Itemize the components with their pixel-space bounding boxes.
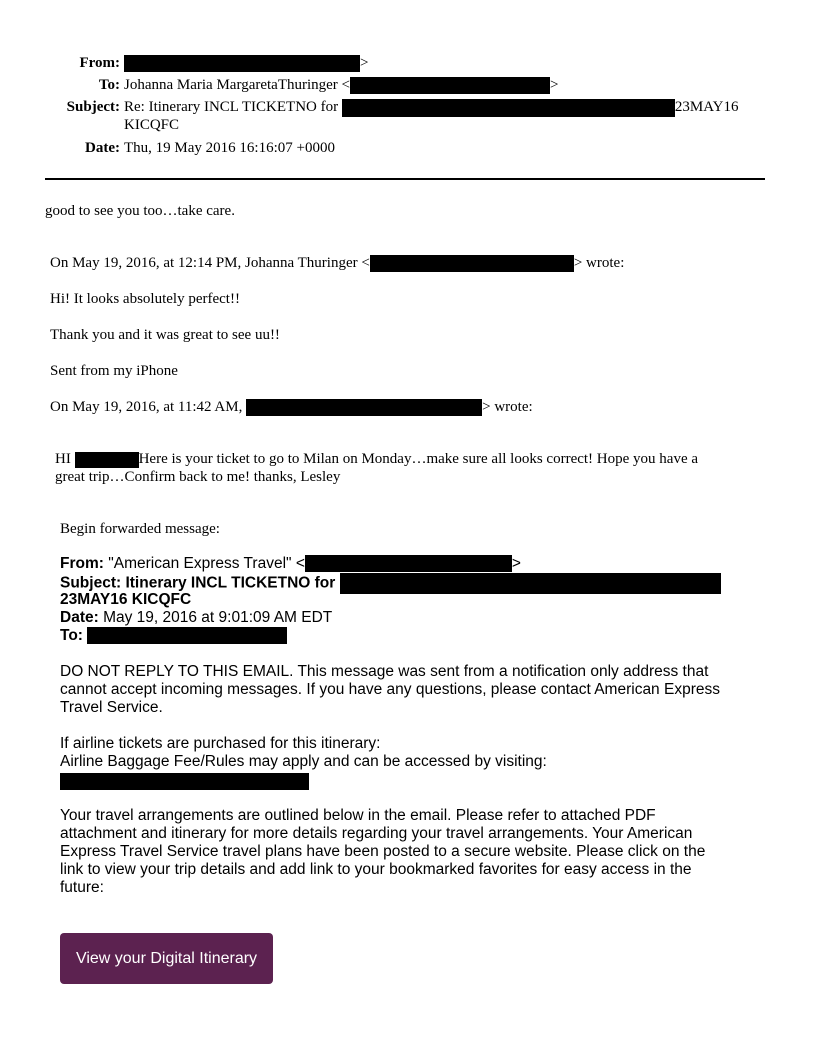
redacted-fwd-from-address (305, 555, 512, 572)
redacted-to-address (350, 77, 550, 94)
quote1-line1: Hi! It looks absolutely perfect!! (50, 291, 240, 307)
quote1-intro: On May 19, 2016, at 12:14 PM, Johanna Thuringer < > wrote: (50, 255, 625, 271)
fwd-to-row: To: (60, 627, 287, 645)
subject-suffix: 23MAY16 (674, 99, 739, 115)
from-label: From: (79, 55, 120, 71)
quote1-line2: Thank you and it was great to see uu!! (50, 327, 280, 343)
quote2-line1: HI Here is your ticket to go to Milan on Monday…make sure all looks correct! Hope you have a (55, 451, 699, 467)
itinerary-line4: link to view your trip details and add link to your bookmarked favorites for easy access in the (60, 861, 692, 878)
subject-label: Subject: (66, 99, 120, 115)
quote1-signature: Sent from my iPhone (50, 363, 178, 379)
baggage-line2: Airline Baggage Fee/Rules may apply and can be accessed by visiting: (60, 753, 547, 770)
view-digital-itinerary-button[interactable]: View your Digital Itinerary (60, 933, 273, 984)
fwd-from-label: From: (60, 555, 104, 572)
subject-prefix: Re: Itinerary INCL TICKETNO for (124, 99, 339, 115)
forwarded-label: Begin forwarded message: (60, 521, 220, 537)
itinerary-line3: Express Travel Service travel plans have been posted to a secure website. Please click on the (60, 843, 706, 860)
fwd-subject-line2: 23MAY16 KICQFC (60, 591, 192, 608)
fwd-from-row: From: "American Express Travel" < > (60, 555, 521, 572)
fwd-date-row: Date: May 19, 2016 at 9:01:09 AM EDT (60, 609, 333, 626)
fwd-subject-row: Subject: Itinerary INCL TICKETNO for (60, 573, 721, 594)
redacted-quote2-sender (246, 399, 482, 416)
redacted-subject-name (342, 99, 675, 117)
to-suffix: > (550, 77, 559, 93)
fwd-from-value: "American Express Travel" < (108, 555, 305, 572)
notice-line1: DO NOT REPLY TO THIS EMAIL. This message was sent from a notification only address that (60, 663, 709, 680)
date-value: Thu, 19 May 2016 16:16:07 +0000 (124, 140, 335, 156)
itinerary-line5: future: (60, 879, 104, 896)
header-divider (45, 178, 765, 180)
itinerary-line2: attachment and itinerary for more details regarding your travel arrangements. Your American (60, 825, 693, 842)
redacted-fwd-to-address (87, 627, 287, 644)
redacted-from-address (124, 55, 360, 72)
itinerary-line1: Your travel arrangements are outlined below in the email. Please refer to attached PDF (60, 807, 656, 824)
date-label: Date: (85, 140, 120, 156)
to-name: Johanna Maria MargaretaThuringer < (124, 77, 351, 93)
notice-line2: cannot accept incoming messages. If you have any questions, please contact American Express (60, 681, 720, 698)
reply-text: good to see you too…take care. (45, 203, 235, 219)
redacted-recipient-name (75, 452, 139, 468)
to-label: To: (98, 77, 120, 93)
quote2-intro: On May 19, 2016, at 11:42 AM, > wrote: (50, 399, 533, 415)
subject-line2: KICQFC (124, 117, 180, 133)
redacted-quote1-address (370, 255, 574, 272)
redacted-fwd-subject-name (340, 573, 721, 594)
baggage-line1: If airline tickets are purchased for this itinerary: (60, 735, 381, 752)
from-suffix: > (360, 55, 369, 71)
quote2-line2: great trip…Confirm back to me! thanks, Lesley (55, 469, 341, 485)
notice-line3: Travel Service. (60, 699, 163, 716)
redacted-baggage-link[interactable] (60, 773, 309, 790)
